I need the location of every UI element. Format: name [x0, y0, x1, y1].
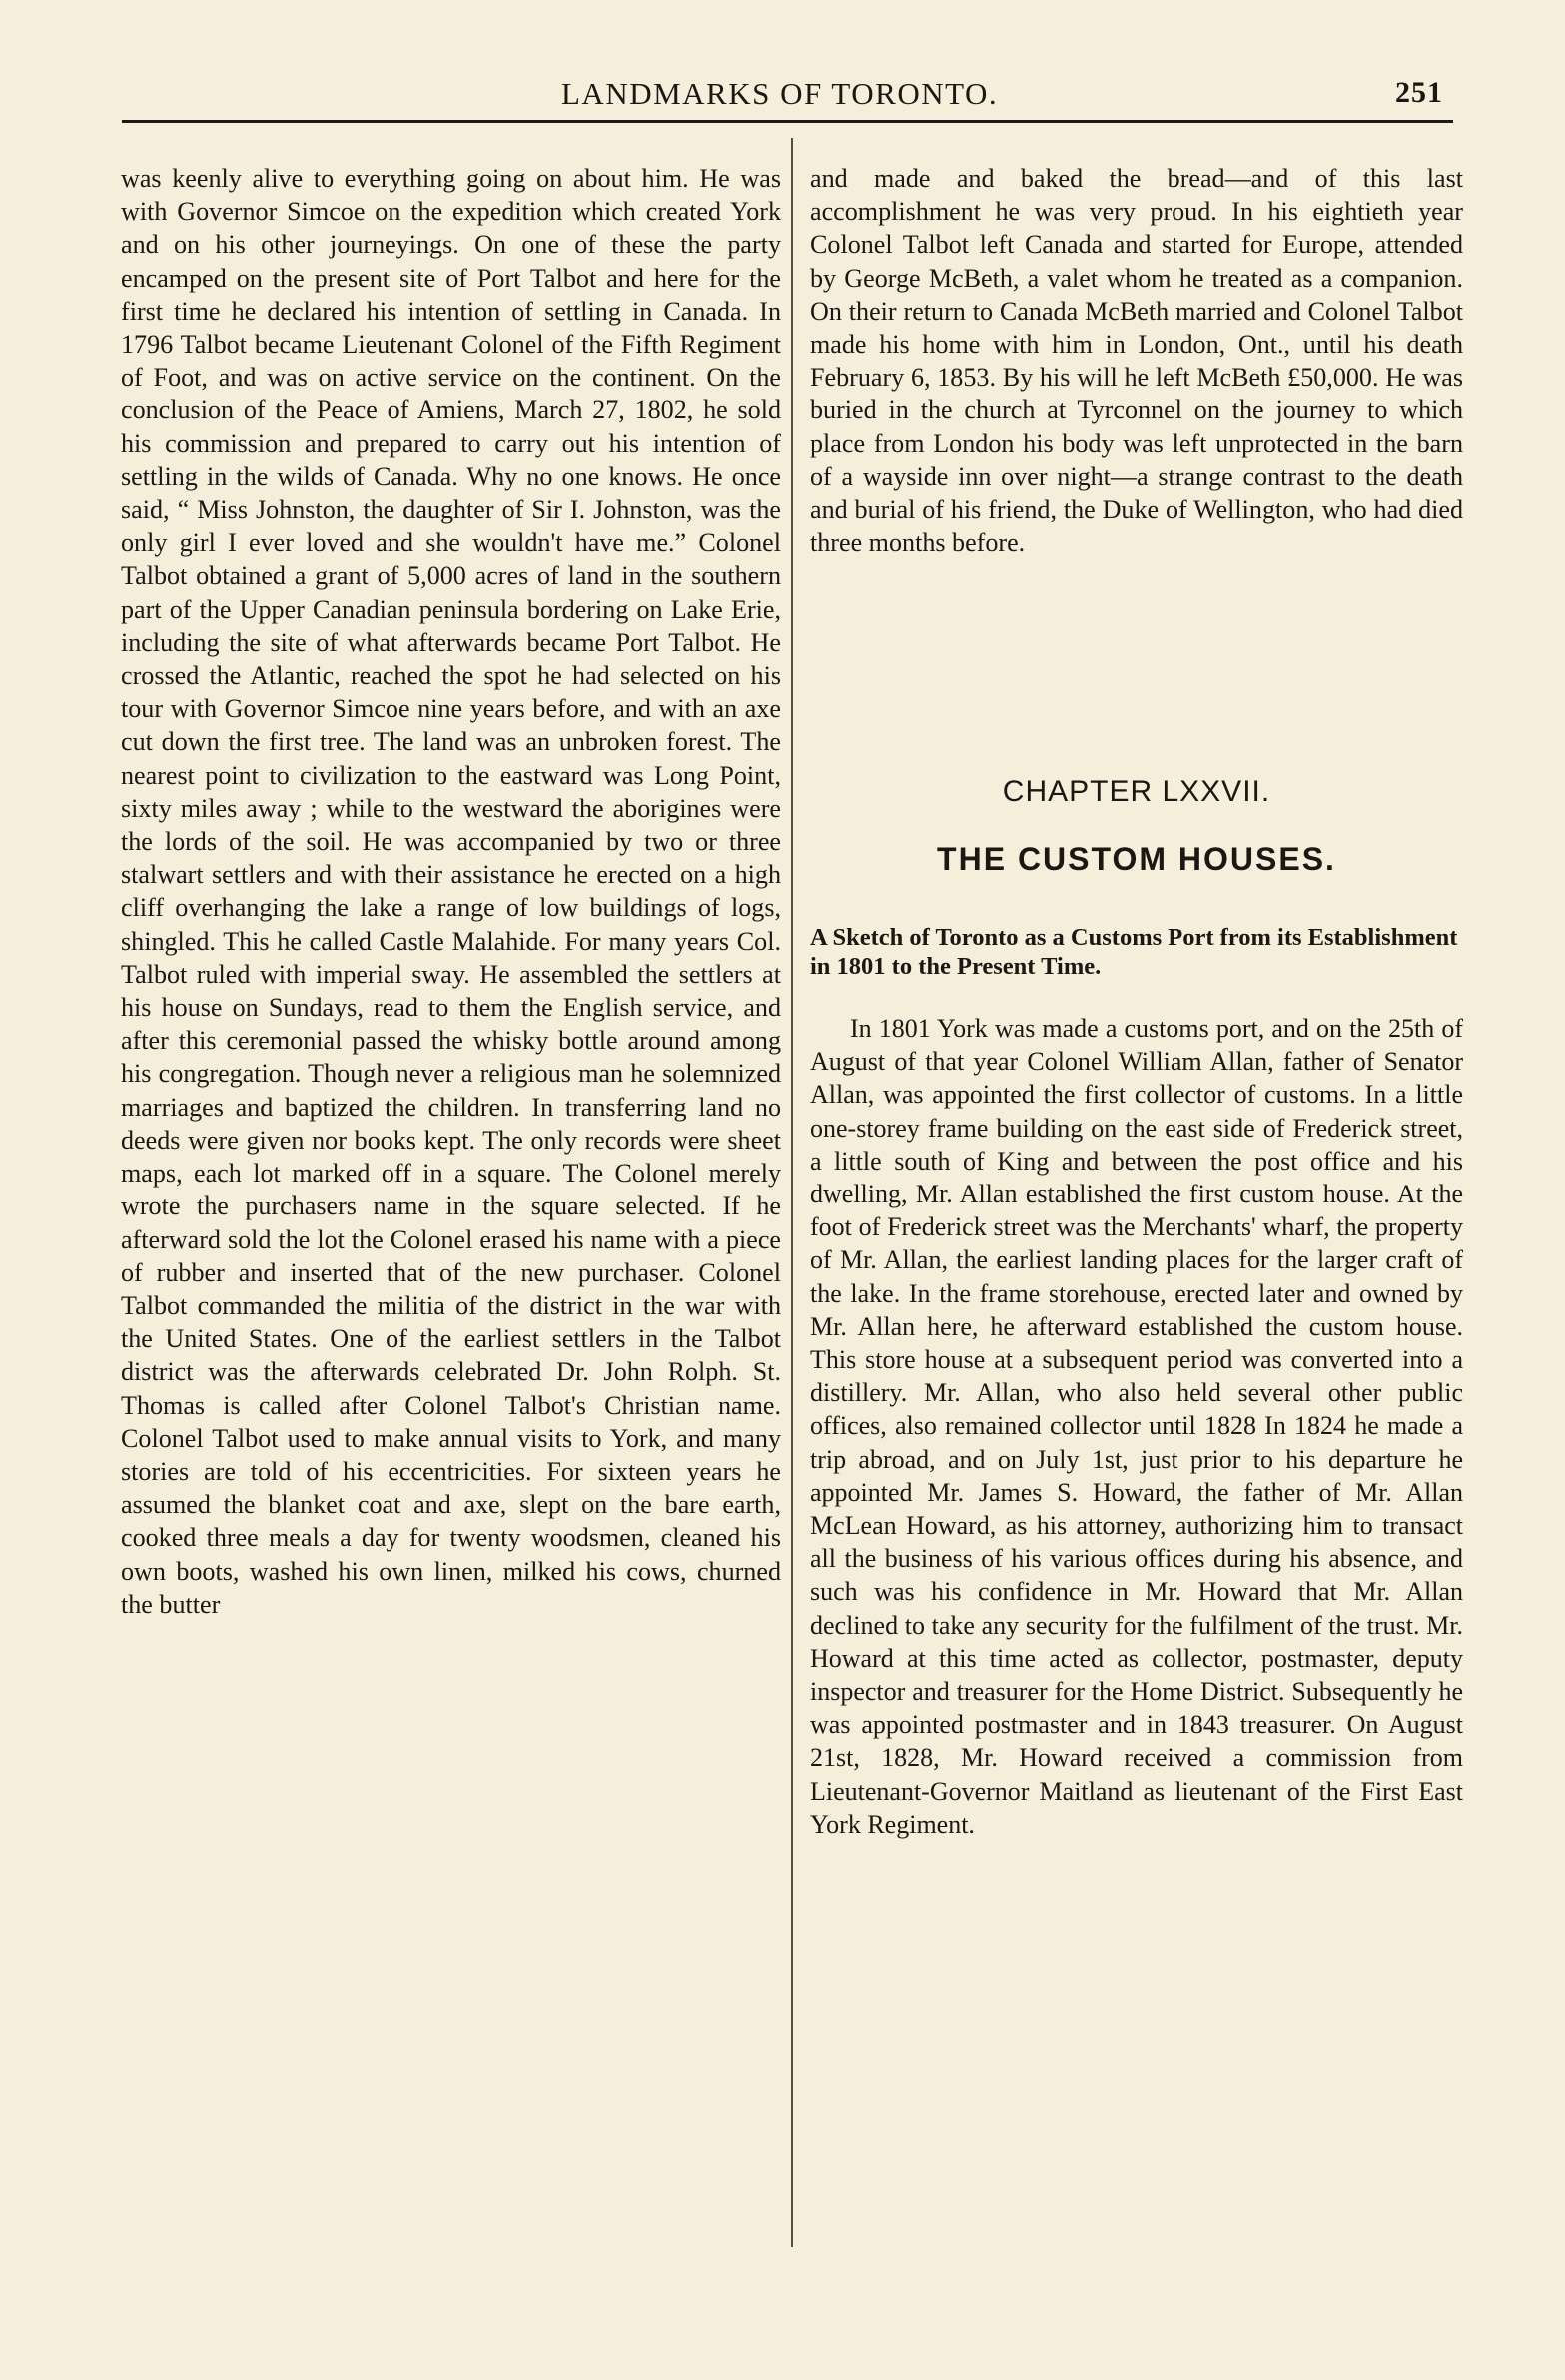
right-column-top: [810, 162, 1463, 559]
right-column-bottom: [810, 1012, 1463, 1841]
running-title: LANDMARKS OF TORONTO.: [561, 76, 999, 111]
chapter-subheading: A Sketch of Toronto as a Customs Port from its Establishment in 1801 to the Present Time.: [810, 924, 1458, 980]
running-head: [122, 76, 1453, 118]
column-divider: [791, 138, 793, 2247]
left-column: [121, 162, 781, 1621]
chapter-number: CHAPTER LXXVII.: [1002, 775, 1271, 808]
header-rule: [122, 120, 1453, 123]
right-paragraph-1: and made and baked the bread—and of this last accomplishment he was very proud. In his eightieth year Colonel Talbot left Canada and started for Europe, attended by George McBeth, a valet whom he treated as a companion. On their return to Canada McBeth married and Colonel Talbot made his home with him in London, Ont., until his death February 6, 1853. By his will he left McBeth £50,000. He was buried in the church at Tyrconnel on the journey to which place from London his body was left unprotected in the barn of a wayside inn over night—a strange contrast to the death and burial of his friend, the Duke of Wellington, who had died three months before.: [810, 164, 1463, 558]
page-number: 251: [1395, 76, 1443, 109]
chapter-title: THE CUSTOM HOUSES.: [937, 841, 1336, 877]
left-paragraph: was keenly alive to everything going on about him. He was with Governor Simcoe on the expedition which created York and on his other journeyings. On one of these the party encamped on the present site of Port Talbot and here for the first time he declared his intention of settling in Canada. In 1796 Talbot became Lieutenant Colonel of the Fifth Regiment of Foot, and was on active service on the continent. On the conclusion of the Peace of Amiens, March 27, 1802, he sold his commission and prepared to carry out his intention of settling in the wilds of Canada. Why no one knows. He once said, “ Miss Johnston, the daughter of Sir I. Johnston, was the only girl I ever loved and she wouldn't have me.” Colonel Talbot obtained a grant of 5,000 acres of land in the southern part of the Upper Canadian peninsula bordering on Lake Erie, including the site of what afterwards became Port Talbot. He crossed the Atlantic, reached the spot he had selected on his tour with Governor Simcoe nine years before, and with an axe cut down the first tree. The land was an unbroken forest. The nearest point to civilization to the eastward was Long Point, sixty miles away ; while to the westward the aborigines were the lords of the soil. He was accompanied by two or three stalwart settlers and with their assistance he erected on a high cliff overhanging the lake a range of low buildings of logs, shingled. This he called Castle Malahide. For many years Col. Talbot ruled with imperial sway. He assembled the settlers at his house on Sundays, read to them the English service, and after this ceremonial passed the whisky bottle around among his congregation. Though never a religious man he solemnized marriages and baptized the children. In transferring land no deeds were given nor books kept. The only records were sheet maps, each lot marked off in a square. The Colonel merely wrote the purchasers name in the square selected. If he afterward sold the lot the Colonel erased his name with a piece of rubber and inserted that of the new purchaser. Colonel Talbot commanded the militia of the district in the war with the United States. One of the earliest settlers in the Talbot district was the afterwards celebrated Dr. John Rolph. St. Thomas is called after Colonel Talbot's Christian name. Colonel Talbot used to make annual visits to York, and many stories are told of his eccentricities. For sixteen years he assumed the blanket coat and axe, slept on the bare earth, cooked three meals a day for twenty woodsmen, cleaned his own boots, washed his own linen, milked his cows, churned the butter: [121, 164, 781, 1619]
right-paragraph-2: In 1801 York was made a customs port, and on the 25th of August of that year Colonel William Allan, father of Senator Allan, was appointed the first collector of customs. In a little one-storey frame building on the east side of Frederick street, a little south of King and between the post office and his dwelling, Mr. Allan established the first custom house. At the foot of Frederick street was the Merchants' wharf, the property of Mr. Allan, the earliest landing places for the larger craft of the lake. In the frame storehouse, erected later and owned by Mr. Allan here, he afterward established the custom house. This store house at a subsequent period was converted into a distillery. Mr. Allan, who also held several other public offices, also remained collector until 1828 In 1824 he made a trip abroad, and on July 1st, just prior to his departure he appointed Mr. James S. Howard, the father of Mr. Allan McLean Howard, as his attorney, authorizing him to transact all the business of his various offices during his absence, and such was his confidence in Mr. Howard that Mr. Allan declined to take any security for the fulfilment of the trust. Mr. Howard at this time acted as collector, postmaster, deputy inspector and treasurer for the Home District. Subsequently he was appointed postmaster and in 1843 treasurer. On August 21st, 1828, Mr. Howard received a commission from Lieutenant-Governor Maitland as lieutenant of the First East York Regiment.: [810, 1014, 1463, 1839]
